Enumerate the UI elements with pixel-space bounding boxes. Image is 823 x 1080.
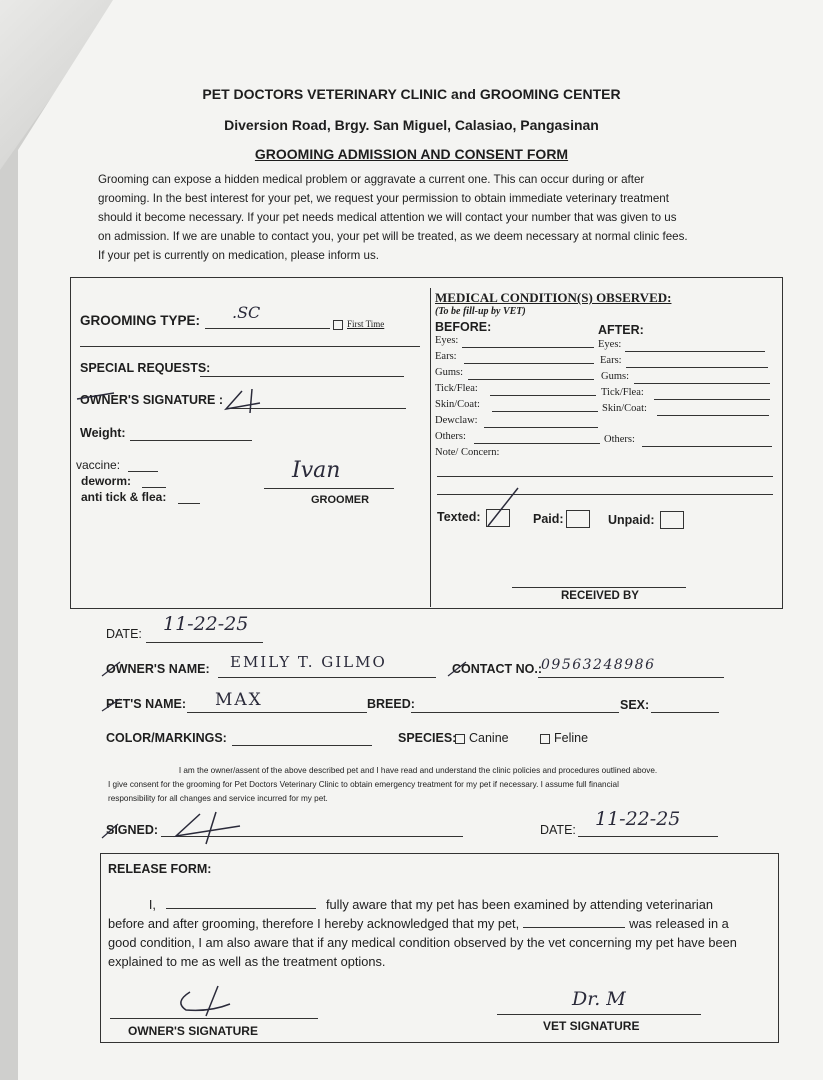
signed-date-label: DATE: bbox=[540, 823, 576, 837]
form-title: GROOMING ADMISSION AND CONSENT FORM bbox=[254, 146, 569, 162]
special-requests-label: SPECIAL REQUESTS: bbox=[80, 361, 211, 375]
vet-signature-line[interactable] bbox=[497, 1014, 701, 1015]
after-tick-field[interactable] bbox=[654, 399, 770, 400]
color-field[interactable] bbox=[232, 745, 372, 746]
date-field[interactable] bbox=[146, 642, 263, 643]
grooming-type-label: GROOMING TYPE: bbox=[80, 313, 201, 328]
deworm-label: deworm: bbox=[81, 474, 132, 488]
after-others-field[interactable] bbox=[642, 446, 772, 447]
after-skin-field[interactable] bbox=[657, 415, 769, 416]
weight-label: Weight: bbox=[80, 426, 126, 440]
color-label: COLOR/MARKINGS: bbox=[106, 731, 227, 745]
texted-checkmark bbox=[484, 484, 524, 530]
owner-name-value: EMILY T. GILMO bbox=[230, 653, 387, 671]
release-i: I, bbox=[148, 897, 156, 912]
before-dewclaw-field[interactable] bbox=[484, 427, 598, 428]
vaccine-field[interactable] bbox=[128, 471, 158, 472]
vaccine-label: vaccine: bbox=[76, 458, 121, 472]
before-ears-label: Ears: bbox=[435, 351, 457, 362]
release-line-1 bbox=[108, 895, 773, 914]
grooming-type-field[interactable] bbox=[205, 328, 330, 329]
after-label: AFTER: bbox=[598, 323, 644, 337]
pet-strike-mark bbox=[100, 693, 130, 715]
intro-paragraph bbox=[98, 170, 728, 265]
contact-label: CONTACT NO.: bbox=[452, 662, 543, 676]
grooming-type-value: .SC bbox=[232, 303, 261, 322]
owner-name-label: OWNER'S NAME: bbox=[106, 662, 210, 676]
note-concern-label: Note/ Concern: bbox=[435, 447, 500, 458]
first-time-label: First Time bbox=[347, 319, 385, 329]
intro-line: Grooming can expose a hidden medical problem or aggravate a current one. This can occur during or after bbox=[98, 173, 645, 186]
date-label: DATE: bbox=[106, 627, 142, 641]
consent-line: responsibility for all changes and service incurred for my pet. bbox=[108, 794, 328, 803]
before-tick-field[interactable] bbox=[490, 395, 596, 396]
medical-subtitle: (To be fill-up by VET) bbox=[435, 306, 526, 317]
date-value: 11-22-25 bbox=[163, 613, 249, 635]
groomer-signature-line[interactable] bbox=[264, 488, 394, 489]
release-line-2-text: before and after grooming, therefore I hereby acknowledged that my pet, bbox=[108, 916, 520, 931]
after-gums-field[interactable] bbox=[634, 383, 770, 384]
release-owner-signature-label: OWNER'S SIGNATURE bbox=[128, 1024, 258, 1038]
before-eyes-field[interactable] bbox=[462, 347, 594, 348]
feline-option[interactable] bbox=[540, 731, 588, 745]
grooming-type-extra-line[interactable] bbox=[80, 346, 420, 347]
release-owner-signature-scribble bbox=[170, 982, 250, 1018]
deworm-field[interactable] bbox=[142, 487, 166, 488]
consent-line: I give consent for the grooming for Pet Doctors Veterinary Clinic to obtain emergency treatment for my pet if necessary. I assume full financial bbox=[108, 780, 619, 789]
column-divider bbox=[430, 288, 431, 607]
sex-field[interactable] bbox=[651, 712, 719, 713]
intro-line: should it become necessary. If your pet needs medical attention we will contact your number that was given to us bbox=[98, 211, 677, 224]
release-line-2-end: was released in a bbox=[629, 916, 729, 931]
anti-tick-label: anti tick & flea: bbox=[81, 490, 167, 504]
vet-signature-value: Dr. M bbox=[572, 988, 626, 1010]
after-ears-field[interactable] bbox=[626, 367, 768, 368]
strike-marks bbox=[100, 656, 480, 680]
unpaid-checkbox[interactable] bbox=[660, 511, 684, 529]
canine-label: Canine bbox=[469, 731, 509, 745]
before-eyes-label: Eyes: bbox=[435, 335, 459, 346]
release-line-1-text: fully aware that my pet has been examined by attending veterinarian bbox=[326, 897, 713, 912]
special-requests-field[interactable] bbox=[200, 376, 404, 377]
paid-checkbox[interactable] bbox=[566, 510, 590, 528]
release-line-4: explained to me as well as the treatment options. bbox=[108, 954, 386, 969]
feline-label: Feline bbox=[554, 731, 589, 745]
intro-line: on admission. If we are unable to contact you, your pet will be treated, as we deem necessary at normal clinic fees. bbox=[98, 230, 688, 243]
signed-label: SIGNED: bbox=[106, 823, 159, 837]
vet-signature-label: VET SIGNATURE bbox=[543, 1019, 640, 1033]
before-tick-label: Tick/Flea: bbox=[435, 383, 478, 394]
feline-checkbox[interactable] bbox=[540, 734, 550, 744]
breed-field[interactable] bbox=[411, 712, 619, 713]
release-owner-name-field[interactable] bbox=[166, 896, 316, 909]
groomer-label: GROOMER bbox=[311, 494, 370, 506]
signed-date-field[interactable] bbox=[578, 836, 718, 837]
consent-line: I am the owner/assent of the above described pet and I have read and understand the clinic policies and procedures outlined above. bbox=[178, 766, 658, 775]
first-time-checkbox[interactable] bbox=[333, 319, 384, 330]
clinic-address: Diversion Road, Brgy. San Miguel, Calasiao, Pangasinan bbox=[224, 117, 599, 133]
contact-value: 09563248986 bbox=[541, 657, 656, 673]
before-skin-field[interactable] bbox=[492, 411, 598, 412]
before-gums-label: Gums: bbox=[435, 367, 464, 378]
before-skin-label: Skin/Coat: bbox=[435, 399, 480, 410]
intro-line: If your pet is currently on medication, please inform us. bbox=[98, 249, 379, 262]
release-title: RELEASE FORM: bbox=[108, 862, 212, 876]
canine-option[interactable] bbox=[455, 731, 509, 745]
owner-signature-label: OWNER'S SIGNATURE : bbox=[80, 393, 224, 407]
species-label: SPECIES: bbox=[398, 731, 457, 745]
before-others-field[interactable] bbox=[474, 443, 600, 444]
after-others-label: Others: bbox=[604, 434, 635, 445]
canine-checkbox[interactable] bbox=[455, 734, 465, 744]
signed-signature-scribble bbox=[100, 806, 260, 846]
anti-tick-field[interactable] bbox=[178, 503, 200, 504]
after-eyes-label: Eyes: bbox=[598, 339, 622, 350]
note-line-1[interactable] bbox=[437, 476, 773, 477]
received-by-label: RECEIVED BY bbox=[561, 590, 639, 602]
unpaid-label: Unpaid: bbox=[608, 513, 655, 527]
checkbox-square[interactable] bbox=[333, 320, 343, 330]
weight-field[interactable] bbox=[130, 440, 252, 441]
received-by-line[interactable] bbox=[512, 587, 686, 588]
after-gums-label: Gums: bbox=[601, 371, 630, 382]
after-tick-label: Tick/Flea: bbox=[601, 387, 644, 398]
pet-name-label: PET'S NAME: bbox=[106, 697, 187, 711]
clinic-name: PET DOCTORS VETERINARY CLINIC and GROOMING CENTER bbox=[202, 86, 621, 102]
pet-name-value: MAX bbox=[215, 690, 263, 710]
texted-label: Texted: bbox=[437, 510, 481, 524]
paid-label: Paid: bbox=[533, 512, 564, 526]
release-line-2 bbox=[108, 914, 773, 933]
release-pet-name-field[interactable] bbox=[523, 915, 625, 928]
contact-field[interactable] bbox=[538, 677, 724, 678]
release-paragraph bbox=[108, 895, 773, 971]
pet-name-field[interactable] bbox=[187, 712, 367, 713]
before-dewclaw-label: Dewclaw: bbox=[435, 415, 478, 426]
before-ears-field[interactable] bbox=[464, 363, 594, 364]
signed-date-value: 11-22-25 bbox=[595, 808, 681, 830]
breed-label: BREED: bbox=[367, 697, 415, 711]
groomer-signature: Ivan bbox=[292, 458, 341, 483]
before-others-label: Others: bbox=[435, 431, 466, 442]
owner-signature-scribble bbox=[74, 383, 294, 415]
release-owner-signature-line[interactable] bbox=[110, 1018, 318, 1019]
medical-title: MEDICAL CONDITION(S) OBSERVED: bbox=[435, 290, 672, 305]
before-gums-field[interactable] bbox=[468, 379, 594, 380]
after-ears-label: Ears: bbox=[600, 355, 622, 366]
before-label: BEFORE: bbox=[435, 320, 492, 334]
sex-label: SEX: bbox=[620, 698, 650, 712]
consent-paragraph bbox=[108, 764, 728, 806]
release-line-3: good condition, I am also aware that if any medical condition observed by the vet concerning my pet have been bbox=[108, 935, 737, 950]
after-eyes-field[interactable] bbox=[625, 351, 765, 352]
intro-line: grooming. In the best interest for your pet, we request your permission to obtain immediate veterinary treatment bbox=[98, 192, 669, 205]
after-skin-label: Skin/Coat: bbox=[602, 403, 647, 414]
